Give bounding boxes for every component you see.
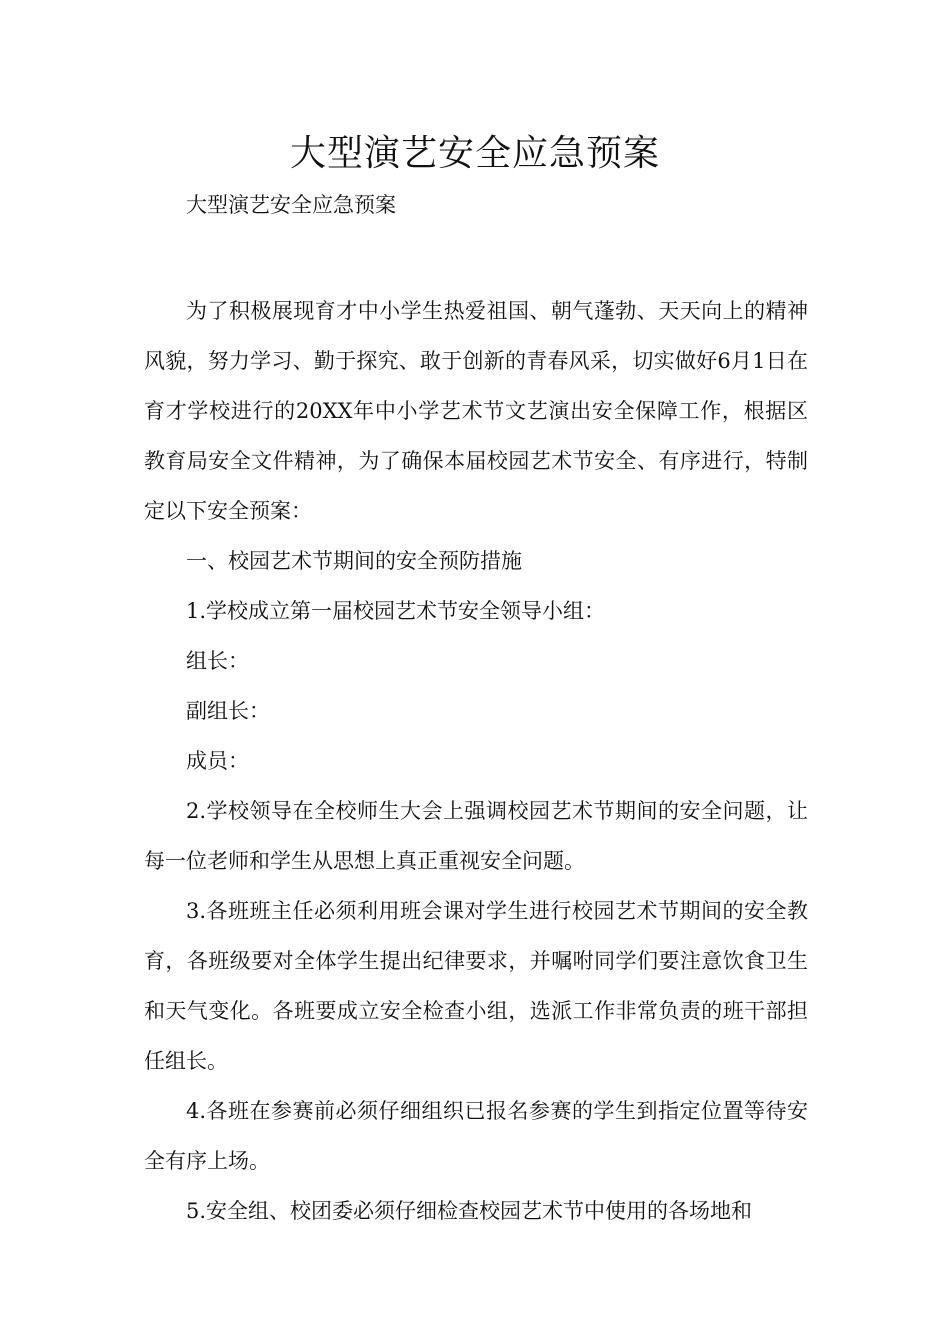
section-heading-1: 一、校园艺术节期间的安全预防措施 (186, 549, 522, 573)
spacer (144, 230, 808, 286)
document-subtitle: 大型演艺安全应急预案 (186, 193, 396, 217)
paragraph-item-5: 5.安全组、校团委必须仔细检查校园艺术节中使用的各场地和 (186, 1199, 753, 1223)
paragraph-item-2: 2.学校领导在全校师生大会上强调校园艺术节期间的安全问题，让每一位老师和学生从思想上真正重视安全问题。 (144, 799, 808, 873)
document-title: 大型演艺安全应急预案 (289, 133, 660, 174)
paragraph-item-4: 4.各班在参赛前必须仔细组织已报名参赛的学生到指定位置等待安全有序上场。 (144, 1099, 808, 1173)
document-body (144, 180, 808, 1236)
paragraph-deputy-leader: 副组长： (186, 699, 270, 723)
paragraph-item-3: 3.各班班主任必须利用班会课对学生进行校园艺术节期间的安全教育，各班级要对全体学生提出纪律要求，并嘱咐同学们要注意饮食卫生和天气变化。各班要成立安全检查小组，选派工作非常负责的班干部担任组长。 (144, 899, 808, 1073)
paragraph-intro: 为了积极展现育才中小学生热爱祖国、朝气蓬勃、天天向上的精神风貌，努力学习、勤于探究、敢于创新的青春风采，切实做好6月1日在育才学校进行的20XX年中小学艺术节文艺演出安全保障工作，根据区教育局安全文件精神，为了确保本届校园艺术节安全、有序进行，特制定以下安全预案： (144, 299, 808, 523)
paragraph-item-1: 1.学校成立第一届校园艺术节安全领导小组： (186, 599, 606, 623)
paragraph-members: 成员： (186, 749, 249, 773)
paragraph-leader: 组长： (186, 649, 249, 673)
